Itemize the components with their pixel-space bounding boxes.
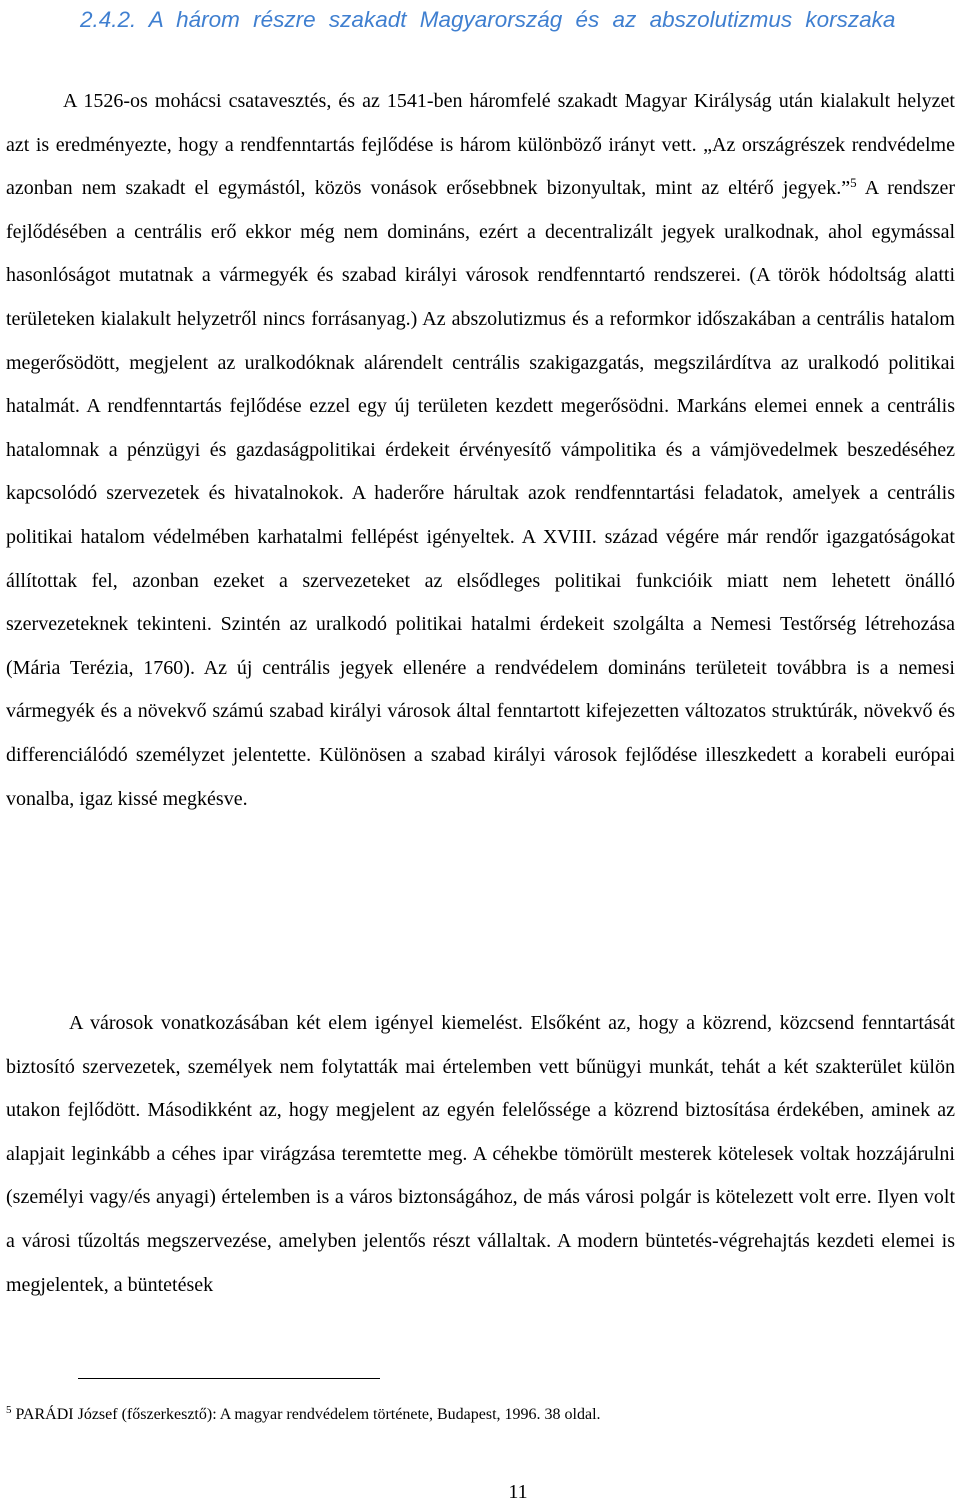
footnote-text: PARÁDI József (főszerkesztő): A magyar rendvédelem története, Budapest, 1996. 38 oldal.	[11, 1406, 601, 1423]
footnote-number: 5	[6, 1404, 12, 1416]
paragraph-1-text-after-note: A rendszer fejlődésében a centrális erő ekkor még nem domináns, ezért a decentralizált jegyek uralkodnak, ahol egymással hasonlóságot mutatnak a vármegyék és szabad királyi városok rendfenntartó rendszerei. (A török hódoltság alatti területeken kialakult helyzetről nincs forrásanyag.) Az abszolutizmus és a reformkor időszakában a centrális hatalom megerősödött, megjelent az uralkodóknak alárendelt centrális szakigazgatás, megszilárdítva az uralkodó politikai hatalmát. A rendfenntartás fejlődése ezzel egy új területen kezdett megerősödni. Markáns elemei ennek a centrális hatalomnak a pénzügyi és gazdaságpolitikai érdekeit érvényesítő vámpolitika és a vámjövedelmek beszedéséhez kapcsolódó szervezetek és hivatalnokok. A haderőre hárultak azok rendfenntartási feladatok, amelyek a centrális politikai hatalom védelmében karhatalmi fellépést igényeltek. A XVIII. század végére már rendőr igazgatóságokat állítottak fel, azonban ezeket a szervezeteket az elsődleges politikai funkcióik miatt nem lehetett önálló szervezeteknek tekinteni. Szintén az uralkodó politikai hatalmi érdekeit szolgálta a Nemesi Testőrség létrehozása (Mária Terézia, 1760). Az új centrális jegyek ellenére a rendvédelem domináns területeit továbbra is a nemesi vármegyék és a növekvő számú szabad királyi városok által fenntartott kifejezetten változatos struktúrák, növekvő és differenciálódó személyzet jelentette. Különösen a szabad királyi városok fejlődése illeszkedett a korabeli európai vonalba, igaz kissé megkésve.	[6, 177, 955, 810]
footnote-separator	[78, 1378, 380, 1379]
footnote	[6, 1402, 946, 1428]
body-paragraph-2: A városok vonatkozásában két elem igényel kiemelést. Elsőként az, hogy a közrend, közcsend fenntartását biztosító szervezetek, személyek nem folytatták mai értelemben vett bűnügyi munkát, tehát a két szakterület külön utakon fejlődött. Másodikként az, hogy megjelent az egyén felelőssége a közrend biztosítása érdekében, aminek az alapjait leginkább a céhes ipar virágzása teremtette meg. A céhekbe tömörült mesterek kötelesek voltak hozzájárulni (személyi vagy/és anyagi) értelemben is a város biztonságához, de más városi polgár is kötelezett volt erre. Ilyen volt a városi tűzoltás megszervezése, amelyben jelentős részt vállaltak. A modern büntetés-végrehajtás kezdeti elemei is megjelentek, a büntetések	[6, 1012, 955, 1296]
section-number: 2.4.2.	[80, 7, 137, 32]
section-heading	[80, 4, 956, 36]
footnote-reference[interactable]: 5	[850, 175, 857, 191]
page-number: 11	[508, 1481, 528, 1503]
section-title: A három részre szakadt Magyarország és az abszolutizmus korszaka	[148, 7, 896, 32]
paragraph-1-text-before-note: A 1526-os mohácsi csatavesztés, és az 1541-ben háromfelé szakadt Magyar Királyság után kialakult helyzet azt is eredményezte, hogy a rendfenntartás fejlődése is három különböző irányt vett. „Az országrészek rendvédelme azonban nem szakadt el egymástól, közös vonások erősebbnek bizonyultak, mint az eltérő jegyek.”	[6, 90, 955, 200]
body-paragraph-1	[6, 80, 955, 821]
